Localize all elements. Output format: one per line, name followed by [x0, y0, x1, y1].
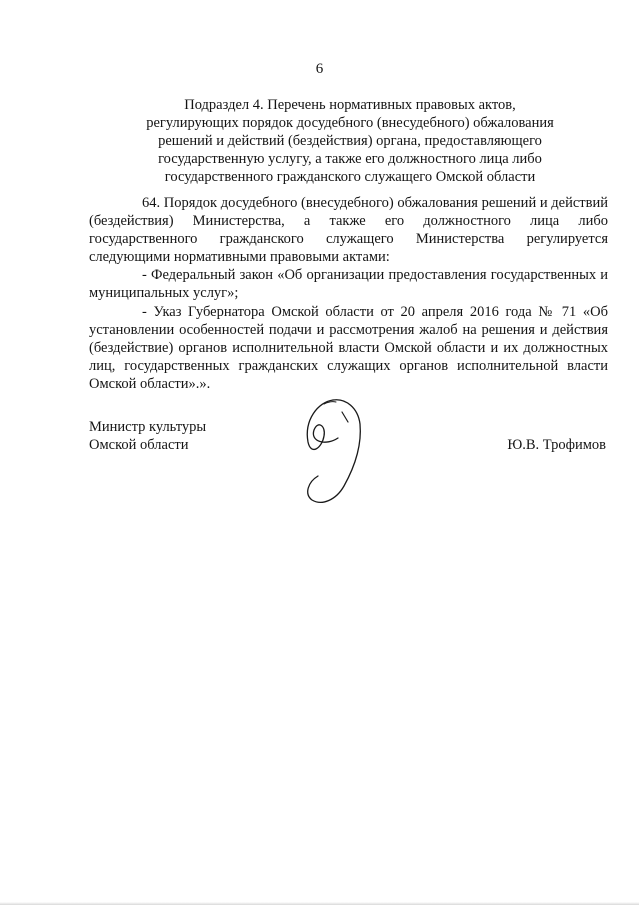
paragraph-item-64: 64. Порядок досудебного (внесудебного) обжалования решений и действий (бездействия) Министерства, а также его должностного лица либо государственного гражданского служащего Министерства регулируется следующими нормативными правовыми актами:: [89, 195, 608, 266]
signatory-title: [89, 418, 206, 454]
heading-line: государственную услугу, а также его должностного лица либо: [158, 151, 542, 167]
signatory-title-line: Министр культуры: [89, 419, 207, 435]
page-number: 6: [315, 61, 324, 77]
list-item-federal-law: - Федеральный закон «Об организации предоставления государственных и муниципальных услуг»;: [89, 267, 608, 302]
heading-line: Подраздел 4. Перечень нормативных правовых актов,: [184, 97, 516, 113]
handwritten-signature: [296, 390, 376, 515]
signatory-title-line: Омской области: [89, 437, 189, 453]
signatory-name: Ю.В. Трофимов: [507, 437, 606, 453]
heading-line: регулирующих порядок досудебного (внесудебного) обжалования: [146, 115, 554, 131]
list-item-governor-decree: - Указ Губернатора Омской области от 20 апреля 2016 года № 71 «Об установлении особенностей подачи и рассмотрения жалоб на решения и действия (бездействие) органов исполнительной власти Омской области и их должностных лиц, государственных гражданских служащих органов исполнительной власти Омской области».».: [89, 303, 608, 392]
heading-line: решений и действий (бездействия) органа, предоставляющего: [158, 133, 542, 149]
body-text: [89, 194, 608, 393]
section-heading: [90, 96, 610, 186]
heading-line: государственного гражданского служащего Омской области: [164, 169, 536, 185]
